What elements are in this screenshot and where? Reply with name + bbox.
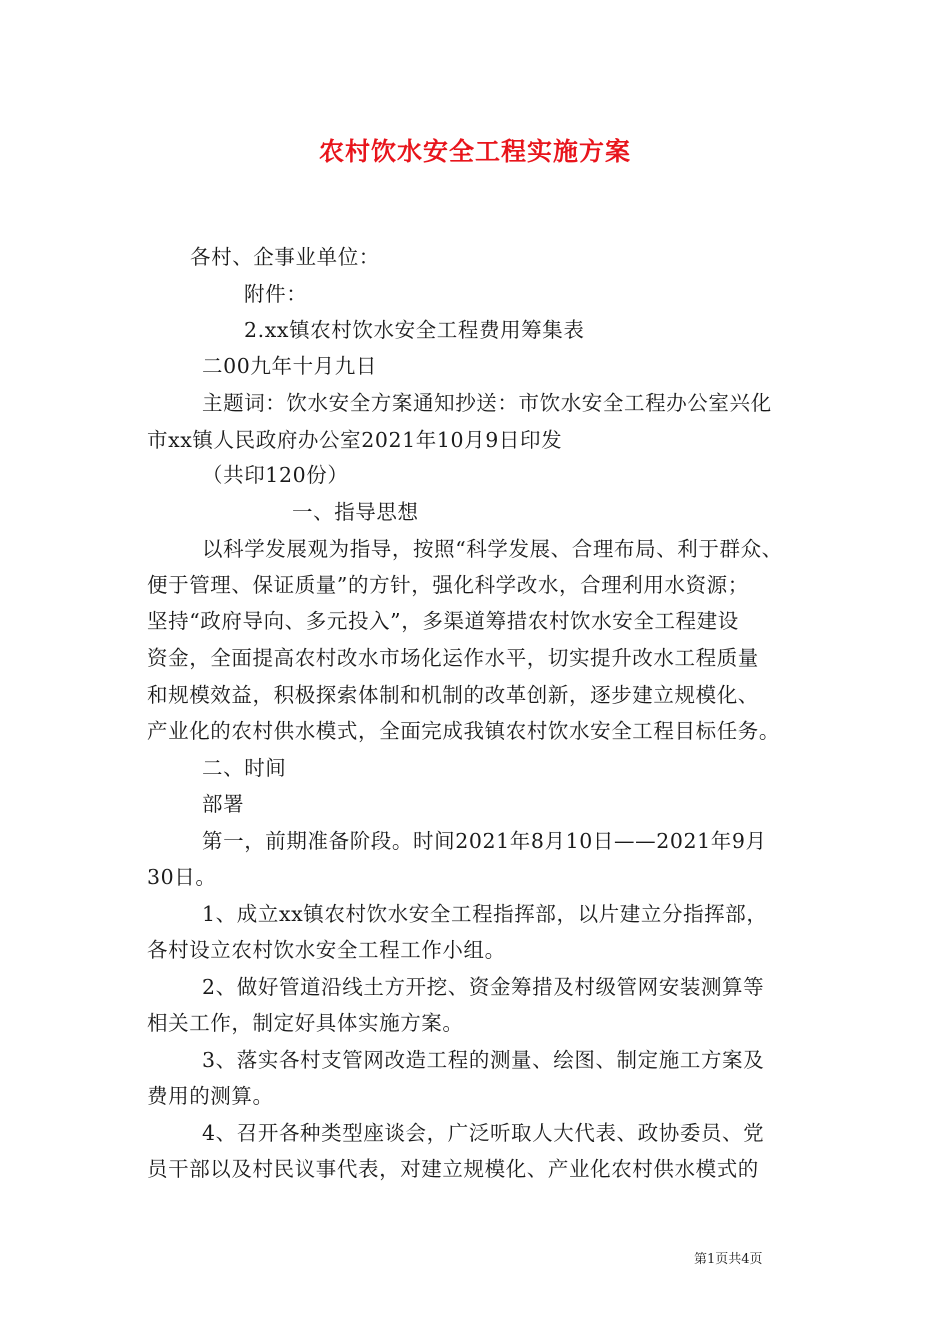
text-line: 便于管理、保证质量”的方针，强化科学改水，合理利用水资源； <box>147 573 749 597</box>
text-line: 各村、企事业单位： <box>190 245 380 269</box>
text-line: 和规模效益，积极探索体制和机制的改革创新，逐步建立规模化、 <box>147 683 759 707</box>
text-line: （共印120份） <box>202 463 349 487</box>
text-line: 30日。 <box>147 865 217 889</box>
text-line: 2.xx镇农村饮水安全工程费用筹集表 <box>244 318 585 342</box>
text-line: 以科学发展观为指导，按照“科学发展、合理布局、利于群众、 <box>202 537 783 561</box>
text-line: 员干部以及村民议事代表，对建立规模化、产业化农村供水模式的 <box>147 1157 759 1181</box>
text-line: 市xx镇人民政府办公室2021年10月9日印发 <box>147 428 563 452</box>
text-line: 1、成立xx镇农村饮水安全工程指挥部，以片建立分指挥部， <box>202 902 768 926</box>
text-line: 3、落实各村支管网改造工程的测量、绘图、制定施工方案及 <box>202 1048 765 1072</box>
text-line: 二00九年十月九日 <box>202 354 377 378</box>
page-number: 第1页共4页 <box>694 1252 763 1267</box>
text-line: 部署 <box>202 792 245 816</box>
text-line: 主题词：饮水安全方案通知抄送：市饮水安全工程办公室兴化 <box>202 391 772 415</box>
text-line: 相关工作，制定好具体实施方案。 <box>147 1011 464 1035</box>
text-line: 第一，前期准备阶段。时间2021年8月10日——2021年9月 <box>202 829 767 853</box>
section-heading: 一、指导思想 <box>292 500 419 524</box>
text-line: 产业化的农村供水模式，全面完成我镇农村饮水安全工程目标任务。 <box>147 719 780 743</box>
section-heading: 二、时间 <box>202 756 287 780</box>
text-line: 各村设立农村饮水安全工程工作小组。 <box>147 938 506 962</box>
document-title: 农村饮水安全工程实施方案 <box>318 137 631 166</box>
text-line: 费用的测算。 <box>147 1084 274 1108</box>
text-line: 坚持“政府导向、多元投入”，多渠道筹措农村饮水安全工程建设 <box>147 609 739 633</box>
text-line: 附件： <box>244 282 308 306</box>
text-line: 4、召开各种类型座谈会，广泛听取人大代表、政协委员、党 <box>202 1121 765 1145</box>
text-line: 2、做好管道沿线土方开挖、资金筹措及村级管网安装测算等 <box>202 975 765 999</box>
text-line: 资金，全面提高农村改水市场化运作水平，切实提升改水工程质量 <box>147 646 759 670</box>
